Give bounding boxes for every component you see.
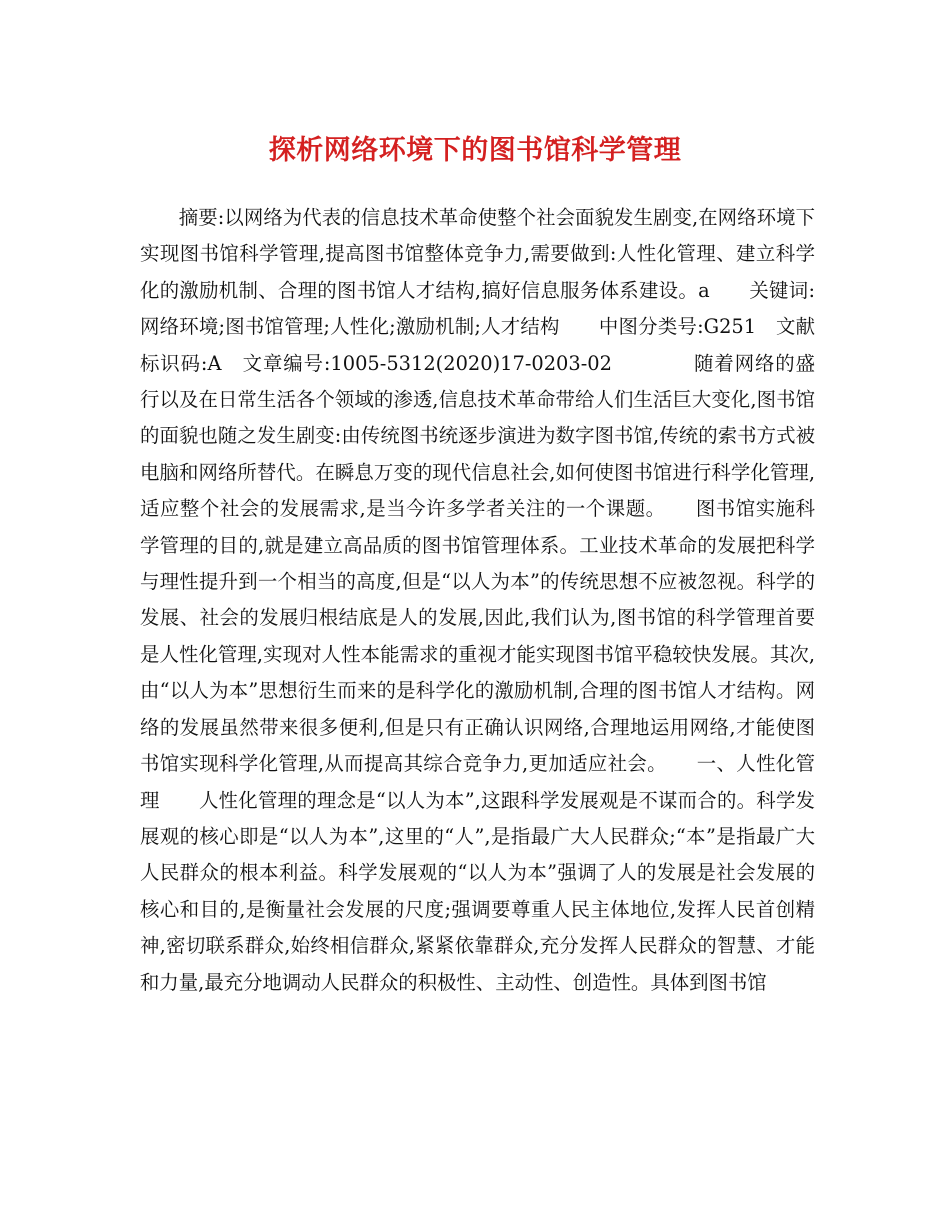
document-title: 探析网络环境下的图书馆科学管理 [268,135,682,166]
document-body-paragraph: 摘要:以网络为代表的信息技术革命使整个社会面貌发生剧变,在网络环境下实现图书馆科学管理,提高图书馆整体竞争力,需要做到:人性化管理、建立科学化的激励机制、合理的图书馆人才结构,搞好信息服务体系建设。a 关键词:网络环境;图书馆管理;人性化;激励机制;人才结构 中图分类号:G251 文献标识码:A 文章编号:1005-5312(2020)17-0203-02 随着网络的盛行以及在日常生活各个领域的渗透,信息技术革命带给人们生活巨大变化,图书馆的面貌也随之发生剧变:由传统图书统逐步演进为数字图书馆,传统的索书方式被电脑和网络所替代。在瞬息万变的现代信息社会,如何使图书馆进行科学化管理,适应整个社会的发展需求,是当今许多学者关注的一个课题。 图书馆实施科学管理的目的,就是建立高品质的图书馆管理体系。工业技术革命的发展把科学与理性提升到一个相当的高度,但是“以人为本”的传统思想不应被忽视。科学的发展、社会的发展归根结底是人的发展,因此,我们认为,图书馆的科学管理首要是人性化管理,实现对人性本能需求的重视才能实现图书馆平稳较快发展。其次,由“以人为本”思想衍生而来的是科学化的激励机制,合理的图书馆人才结构。网络的发展虽然带来很多便利,但是只有正确认识网络,合理地运用网络,才能使图书馆实现科学化管理,从而提高其综合竞争力,更加适应社会。 一、人性化管理 人性化管理的理念是“以人为本”,这跟科学发展观是不谋而合的。科学发展观的核心即是“以人为本”,这里的“人”,是指最广大人民群众;“本”是指最广大人民群众的根本利益。科学发展观的“以人为本”强调了人的发展是社会发展的核心和目的,是衡量社会发展的尺度;强调要尊重人民主体地位,发挥人民首创精神,密切联系群众,始终相信群众,紧紧依靠群众,充分发挥人民群众的智慧、才能和力量,最充分地调动人民群众的积极性、主动性、创造性。具体到图书馆 [140,206,815,994]
